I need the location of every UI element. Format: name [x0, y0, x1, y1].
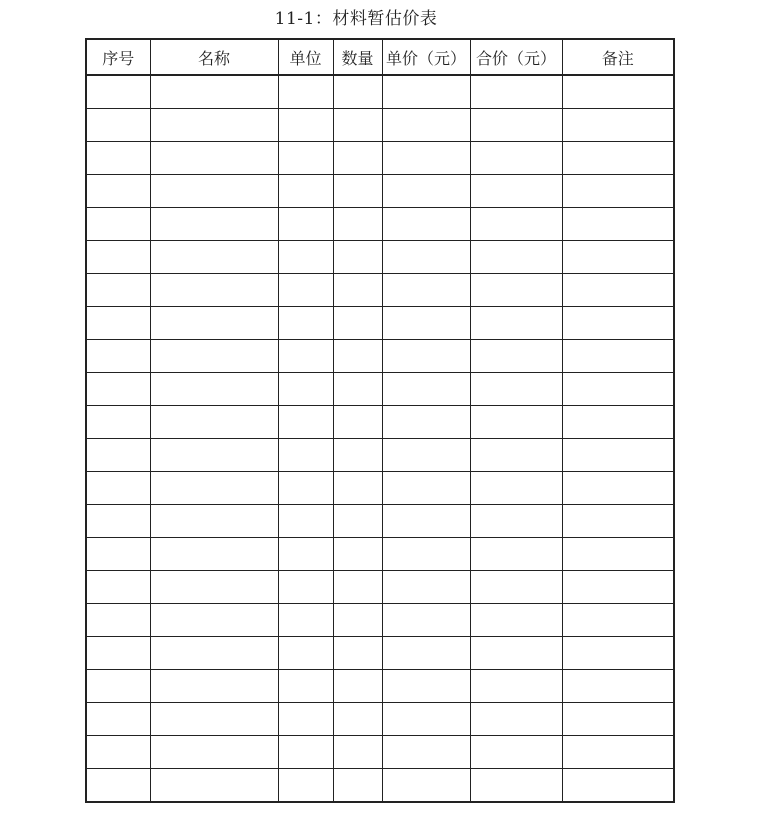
table-cell-serial-number	[86, 208, 150, 241]
table-cell-remarks	[562, 703, 674, 736]
table-cell-unit	[278, 340, 333, 373]
table-cell-name	[150, 373, 278, 406]
table-cell-remarks	[562, 472, 674, 505]
table-cell-name	[150, 670, 278, 703]
table-cell-quantity	[333, 406, 382, 439]
table-cell-remarks	[562, 670, 674, 703]
table-cell-total-price	[470, 274, 562, 307]
table-cell-unit-price	[382, 769, 470, 803]
table-cell-total-price	[470, 637, 562, 670]
table-cell-quantity	[333, 505, 382, 538]
table-cell-serial-number	[86, 373, 150, 406]
table-cell-remarks	[562, 274, 674, 307]
table-cell-total-price	[470, 604, 562, 637]
table-cell-name	[150, 175, 278, 208]
table-cell-quantity	[333, 274, 382, 307]
table-cell-remarks	[562, 307, 674, 340]
table-cell-serial-number	[86, 571, 150, 604]
table-row	[86, 175, 674, 208]
table-cell-quantity	[333, 142, 382, 175]
table-row	[86, 75, 674, 109]
table-cell-unit-price	[382, 175, 470, 208]
table-cell-name	[150, 340, 278, 373]
table-cell-unit	[278, 637, 333, 670]
table-cell-serial-number	[86, 505, 150, 538]
table-cell-remarks	[562, 373, 674, 406]
table-cell-serial-number	[86, 340, 150, 373]
table-row	[86, 571, 674, 604]
column-header-unit: 单位	[278, 39, 333, 75]
table-cell-quantity	[333, 637, 382, 670]
table-cell-total-price	[470, 373, 562, 406]
table-cell-unit-price	[382, 472, 470, 505]
table-cell-quantity	[333, 340, 382, 373]
table-cell-name	[150, 439, 278, 472]
table-cell-name	[150, 208, 278, 241]
table-cell-unit-price	[382, 142, 470, 175]
table-cell-name	[150, 472, 278, 505]
table-cell-name	[150, 241, 278, 274]
table-cell-unit-price	[382, 109, 470, 142]
table-cell-total-price	[470, 75, 562, 109]
table-row	[86, 373, 674, 406]
table-row	[86, 340, 674, 373]
table-row	[86, 109, 674, 142]
table-cell-unit	[278, 439, 333, 472]
table-cell-name	[150, 538, 278, 571]
table-cell-unit	[278, 307, 333, 340]
table-cell-serial-number	[86, 307, 150, 340]
table-cell-serial-number	[86, 703, 150, 736]
table-cell-quantity	[333, 208, 382, 241]
table-cell-name	[150, 637, 278, 670]
table-cell-name	[150, 75, 278, 109]
material-estimate-table	[85, 38, 675, 803]
table-cell-name	[150, 307, 278, 340]
table-cell-unit	[278, 142, 333, 175]
table-cell-unit-price	[382, 340, 470, 373]
table-cell-unit	[278, 373, 333, 406]
table-cell-name	[150, 703, 278, 736]
table-cell-serial-number	[86, 142, 150, 175]
table-cell-quantity	[333, 736, 382, 769]
table-cell-name	[150, 604, 278, 637]
table-cell-unit-price	[382, 373, 470, 406]
table-cell-unit-price	[382, 241, 470, 274]
table-cell-serial-number	[86, 109, 150, 142]
table-cell-serial-number	[86, 175, 150, 208]
table-cell-name	[150, 769, 278, 803]
table-row	[86, 472, 674, 505]
table-cell-unit	[278, 736, 333, 769]
table-row	[86, 769, 674, 803]
table-cell-unit	[278, 670, 333, 703]
table-cell-name	[150, 109, 278, 142]
table-cell-serial-number	[86, 769, 150, 803]
table-row	[86, 142, 674, 175]
table-cell-remarks	[562, 109, 674, 142]
table-cell-quantity	[333, 604, 382, 637]
table-cell-serial-number	[86, 670, 150, 703]
table-cell-name	[150, 505, 278, 538]
table-cell-unit-price	[382, 571, 470, 604]
table-body	[86, 75, 674, 802]
column-header-quantity: 数量	[333, 39, 382, 75]
table-cell-unit	[278, 208, 333, 241]
table-row	[86, 208, 674, 241]
table-cell-unit	[278, 505, 333, 538]
table-cell-quantity	[333, 175, 382, 208]
table-row	[86, 307, 674, 340]
table-cell-unit-price	[382, 208, 470, 241]
table-cell-unit-price	[382, 307, 470, 340]
table-cell-serial-number	[86, 472, 150, 505]
table-cell-unit	[278, 571, 333, 604]
table-row	[86, 505, 674, 538]
table-cell-quantity	[333, 373, 382, 406]
table-cell-total-price	[470, 340, 562, 373]
table-cell-serial-number	[86, 241, 150, 274]
table-cell-serial-number	[86, 604, 150, 637]
column-header-name: 名称	[150, 39, 278, 75]
table-cell-remarks	[562, 637, 674, 670]
table-row	[86, 538, 674, 571]
table-cell-remarks	[562, 241, 674, 274]
table-cell-unit	[278, 769, 333, 803]
table-cell-unit-price	[382, 439, 470, 472]
table-cell-unit-price	[382, 637, 470, 670]
table-cell-total-price	[470, 571, 562, 604]
column-header-serial-number: 序号	[86, 39, 150, 75]
table-cell-unit-price	[382, 505, 470, 538]
table-cell-unit	[278, 175, 333, 208]
table-cell-remarks	[562, 75, 674, 109]
table-cell-unit-price	[382, 604, 470, 637]
table-cell-unit	[278, 241, 333, 274]
table-cell-quantity	[333, 241, 382, 274]
table-cell-serial-number	[86, 75, 150, 109]
table-cell-total-price	[470, 142, 562, 175]
table-row	[86, 604, 674, 637]
table-cell-remarks	[562, 208, 674, 241]
table-cell-total-price	[470, 505, 562, 538]
table-cell-remarks	[562, 406, 674, 439]
table-cell-remarks	[562, 340, 674, 373]
table-row	[86, 439, 674, 472]
table-cell-total-price	[470, 175, 562, 208]
table-cell-unit-price	[382, 75, 470, 109]
table-cell-serial-number	[86, 736, 150, 769]
table-cell-total-price	[470, 538, 562, 571]
table-row	[86, 736, 674, 769]
page-title: 11-1：材料暂估价表	[274, 9, 438, 29]
table-cell-total-price	[470, 769, 562, 803]
table-cell-quantity	[333, 703, 382, 736]
table-cell-serial-number	[86, 637, 150, 670]
table-cell-remarks	[562, 439, 674, 472]
table-cell-total-price	[470, 406, 562, 439]
table-cell-quantity	[333, 769, 382, 803]
table-cell-unit	[278, 472, 333, 505]
table-cell-remarks	[562, 538, 674, 571]
table-cell-remarks	[562, 769, 674, 803]
table-cell-quantity	[333, 75, 382, 109]
table-cell-name	[150, 406, 278, 439]
table-row	[86, 637, 674, 670]
table-cell-unit	[278, 75, 333, 109]
table-row	[86, 703, 674, 736]
table-cell-unit-price	[382, 538, 470, 571]
table-cell-unit-price	[382, 736, 470, 769]
table-cell-total-price	[470, 472, 562, 505]
table-cell-name	[150, 142, 278, 175]
table-row	[86, 274, 674, 307]
table-cell-remarks	[562, 142, 674, 175]
table-cell-serial-number	[86, 439, 150, 472]
table-row	[86, 670, 674, 703]
table-cell-quantity	[333, 670, 382, 703]
table-cell-name	[150, 274, 278, 307]
table-cell-serial-number	[86, 274, 150, 307]
table-row	[86, 241, 674, 274]
table-cell-total-price	[470, 208, 562, 241]
table-cell-unit-price	[382, 406, 470, 439]
table-cell-remarks	[562, 175, 674, 208]
table-header-row	[86, 39, 674, 75]
table-cell-unit-price	[382, 274, 470, 307]
table-cell-total-price	[470, 736, 562, 769]
table-cell-name	[150, 736, 278, 769]
table-cell-unit	[278, 538, 333, 571]
table-cell-total-price	[470, 670, 562, 703]
table-cell-total-price	[470, 109, 562, 142]
table-cell-quantity	[333, 571, 382, 604]
table-cell-unit	[278, 406, 333, 439]
column-header-remarks: 备注	[562, 39, 674, 75]
table-cell-unit	[278, 274, 333, 307]
table-cell-name	[150, 571, 278, 604]
table-cell-total-price	[470, 439, 562, 472]
table-cell-serial-number	[86, 538, 150, 571]
table-cell-total-price	[470, 241, 562, 274]
table-row	[86, 406, 674, 439]
table-cell-remarks	[562, 736, 674, 769]
table-cell-unit	[278, 703, 333, 736]
table-cell-total-price	[470, 703, 562, 736]
table-cell-unit-price	[382, 670, 470, 703]
table-cell-unit	[278, 109, 333, 142]
table-cell-quantity	[333, 307, 382, 340]
table-cell-total-price	[470, 307, 562, 340]
table-cell-remarks	[562, 571, 674, 604]
column-header-unit-price: 单价（元）	[382, 39, 470, 75]
table-cell-quantity	[333, 109, 382, 142]
table-cell-quantity	[333, 439, 382, 472]
table-cell-remarks	[562, 505, 674, 538]
table-cell-quantity	[333, 472, 382, 505]
table-cell-remarks	[562, 604, 674, 637]
column-header-total-price: 合价（元）	[470, 39, 562, 75]
table-cell-unit	[278, 604, 333, 637]
table-cell-quantity	[333, 538, 382, 571]
table-cell-unit-price	[382, 703, 470, 736]
table-cell-serial-number	[86, 406, 150, 439]
